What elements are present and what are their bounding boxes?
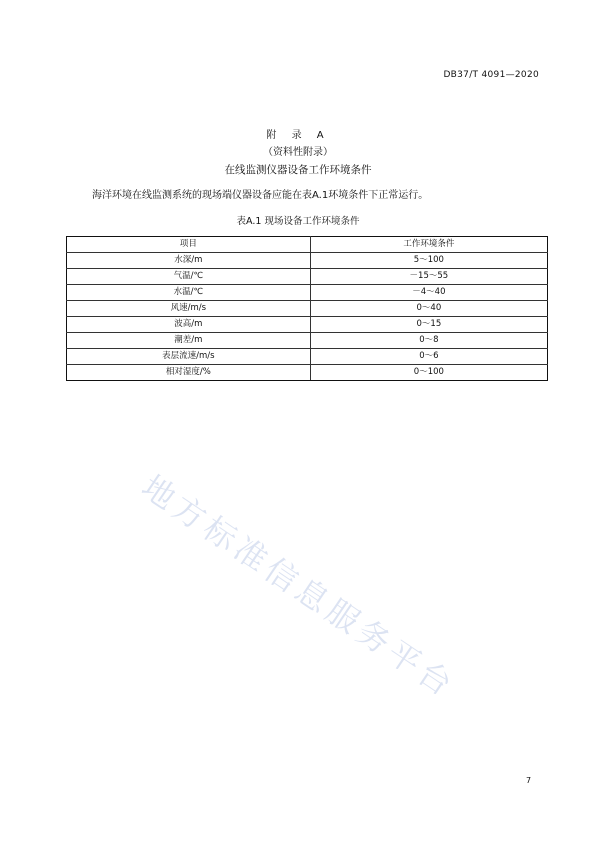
page-number: 7 — [526, 776, 532, 785]
column-header-item: 项目 — [67, 237, 311, 253]
condition-cell: 0～8 — [310, 333, 547, 349]
environment-conditions-table — [66, 236, 548, 381]
table-row — [67, 269, 548, 285]
item-cell: 水深/m — [67, 253, 311, 269]
condition-cell: －4～40 — [310, 285, 547, 301]
table-row — [67, 317, 548, 333]
table-row — [67, 349, 548, 365]
table-row — [67, 301, 548, 317]
item-cell: 水温/℃ — [67, 285, 311, 301]
watermark: 地方标准信息服务平台 — [134, 467, 463, 706]
item-cell: 气温/℃ — [67, 269, 311, 285]
table-row — [67, 333, 548, 349]
condition-cell: 0～15 — [310, 317, 547, 333]
table-row — [67, 365, 548, 381]
table-header-row — [67, 237, 548, 253]
appendix-title: 附 录 A — [266, 130, 330, 141]
item-cell: 波高/m — [67, 317, 311, 333]
item-cell: 风速/m/s — [67, 301, 311, 317]
table-caption: 表A.1 现场设备工作环境条件 — [236, 216, 360, 227]
table-row — [67, 285, 548, 301]
appendix-subtitle: （资料性附录） — [263, 147, 333, 158]
condition-cell: 0～6 — [310, 349, 547, 365]
condition-cell: 0～40 — [310, 301, 547, 317]
standard-code: DB37/T 4091—2020 — [443, 70, 539, 80]
table-row — [67, 253, 548, 269]
condition-cell: 0～100 — [310, 365, 547, 381]
appendix-heading: 在线监测仪器设备工作环境条件 — [224, 164, 372, 176]
condition-cell: －15～55 — [310, 269, 547, 285]
body-paragraph: 海洋环境在线监测系统的现场端仪器设备应能在表A.1环境条件下正常运行。 — [92, 190, 429, 201]
item-cell: 表层流速/m/s — [67, 349, 311, 365]
condition-cell: 5～100 — [310, 253, 547, 269]
column-header-condition: 工作环境条件 — [310, 237, 547, 253]
item-cell: 潮差/m — [67, 333, 311, 349]
item-cell: 相对湿度/% — [67, 365, 311, 381]
appendix-header — [0, 129, 596, 177]
